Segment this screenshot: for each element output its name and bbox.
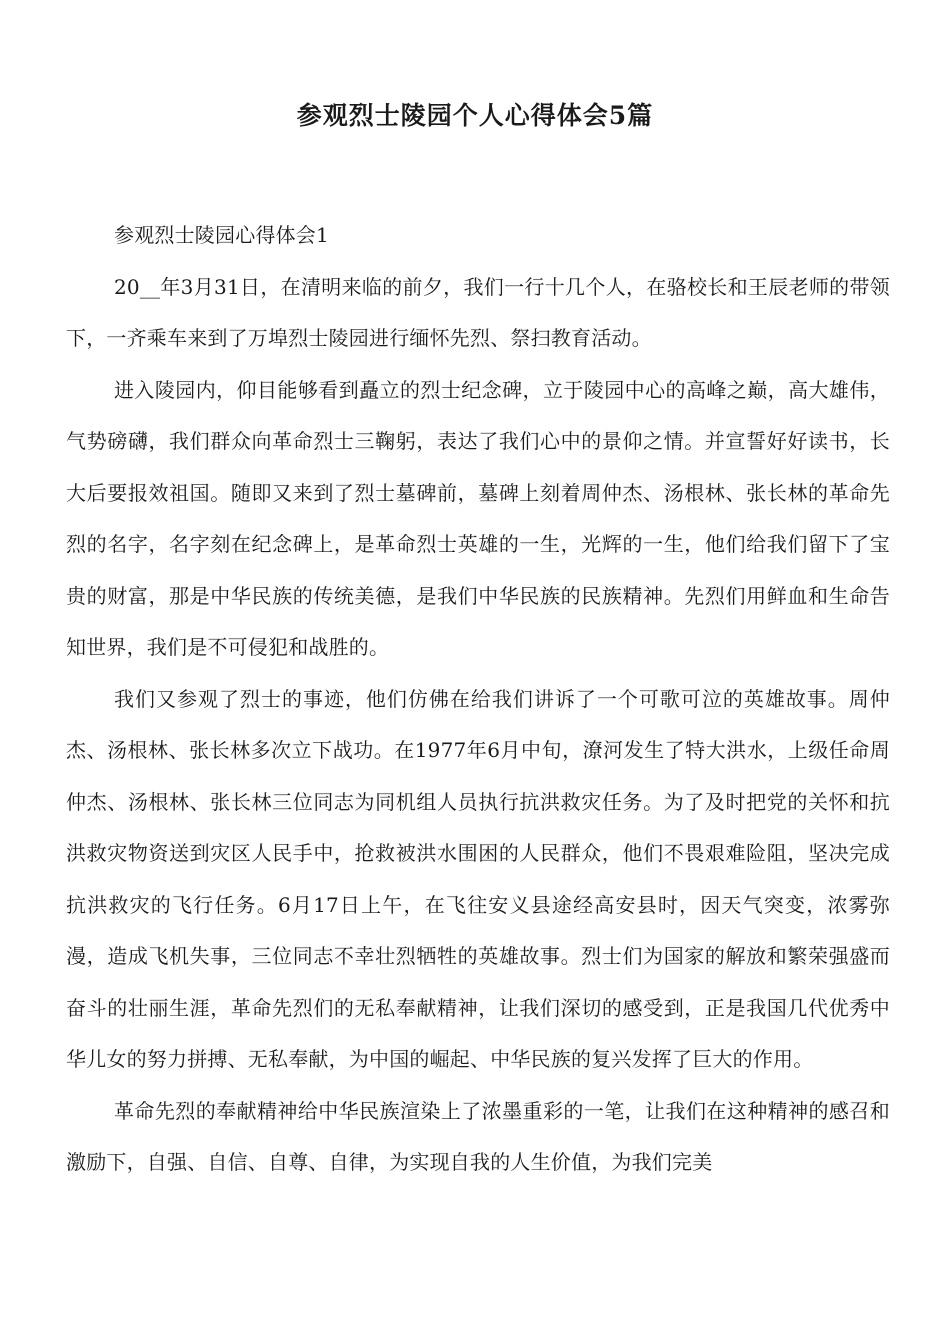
paragraph: 革命先烈的奉献精神给中华民族渲染上了浓墨重彩的一笔，让我们在这种精神的感召和激励下，自强、自信、自尊、自律，为实现自我的人生价值，为我们完美: [66, 1098, 890, 1174]
paragraph: 我们又参观了烈士的事迹，他们仿佛在给我们讲诉了一个可歌可泣的英雄故事。周仲杰、汤根林、张长林多次立下战功。在1977年6月中旬，潦河发生了特大洪水，上级任命周仲杰、汤根林、张长林三位同志为同机组人员执行抗洪救灾任务。为了及时把党的关怀和抗洪救灾物资送到灾区人民手中，抢救被洪水围困的人民群众，他们不畏艰难险阻，坚决完成抗洪救灾的飞行任务。6月17日上午，在飞往安义县途经高安县时，因天气突变，浓雾弥漫，造成飞机失事，三位同志不幸壮烈牺牲的英雄故事。烈士们为国家的解放和繁荣强盛而奋斗的壮丽生涯，革命先烈们的无私奉献精神，让我们深切的感受到，正是我国几代优秀中华儿女的努力拼搏、无私奉献，为中国的崛起、中华民族的复兴发挥了巨大的作用。: [66, 686, 890, 1071]
paragraph: 20__年3月31日，在清明来临的前夕，我们一行十几个人，在骆校长和王辰老师的带领下，一齐乘车来到了万埠烈士陵园进行缅怀先烈、祭扫教育活动。: [66, 274, 890, 350]
document-title: 参观烈士陵园个人心得体会5篇: [296, 101, 654, 130]
section-heading: 参观烈士陵园心得体会1: [114, 223, 329, 247]
document-body: [66, 210, 890, 1189]
paragraph: 进入陵园内，仰目能够看到矗立的烈士纪念碑，立于陵园中心的高峰之巅，高大雄伟，气势磅礴，我们群众向革命烈士三鞠躬，表达了我们心中的景仰之情。并宣誓好好读书，长大后要报效祖国。随即又来到了烈士墓碑前，墓碑上刻着周仲杰、汤根林、张长林的革命先烈的名字，名字刻在纪念碑上，是革命烈士英雄的一生，光辉的一生，他们给我们留下了宝贵的财富，那是中华民族的传统美德，是我们中华民族的民族精神。先烈们用鲜血和生命告知世界，我们是不可侵犯和战胜的。: [66, 377, 890, 659]
